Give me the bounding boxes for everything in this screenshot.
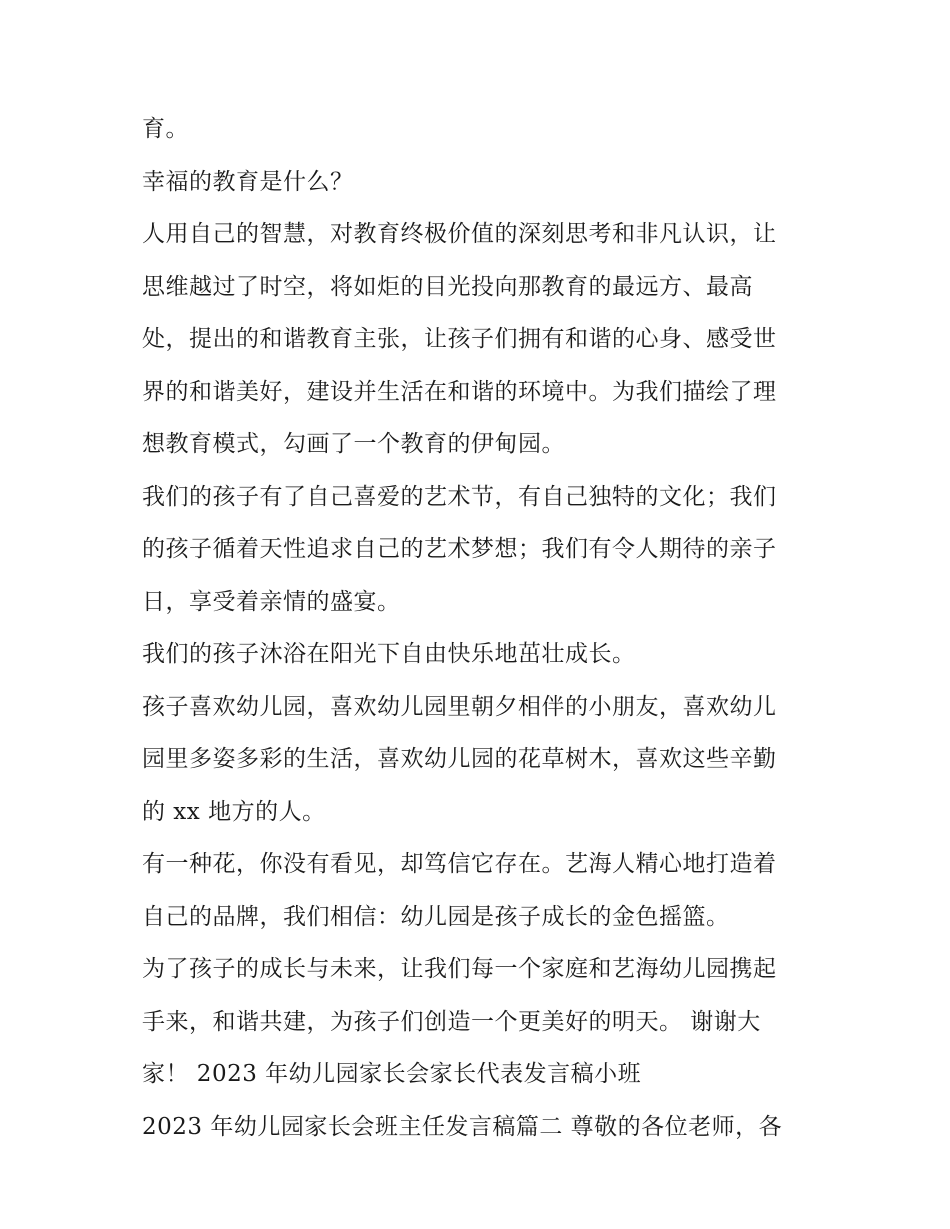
text-line: 有一种花，你没有看见，却笃信它存在。艺海人精心地打造着 bbox=[142, 851, 777, 877]
text-line: 的 xx 地方的人。 bbox=[142, 798, 326, 825]
text-line: 幸福的教育是什么？ bbox=[142, 168, 354, 195]
text-line: 为了孩子的成长与未来，让我们每一个家庭和艺海幼儿园携起 bbox=[142, 956, 777, 982]
text-line: 育。 bbox=[142, 116, 189, 142]
text-line: 想教育模式，勾画了一个教育的伊甸园。 bbox=[142, 431, 565, 457]
text-line: 的孩子循着天性追求自己的艺术梦想；我们有令人期待的亲子 bbox=[142, 536, 777, 562]
text-line: 2023 年幼儿园家长会班主任发言稿篇二 尊敬的各位老师，各 bbox=[142, 1113, 783, 1140]
text-line: 手来，和谐共建，为孩子们创造一个更美好的明天。 谢谢大 bbox=[142, 1008, 761, 1035]
text-line: 园里多姿多彩的生活，喜欢幼儿园的花草树木，喜欢这些辛勤 bbox=[142, 746, 777, 772]
text-line: 人用自己的智慧，对教育终极价值的深刻思考和非凡认识，让 bbox=[142, 221, 777, 247]
text-line: 我们的孩子沐浴在阳光下自由快乐地茁壮成长。 bbox=[142, 641, 636, 667]
document-body bbox=[142, 108, 814, 1158]
text-line: 日，享受着亲情的盛宴。 bbox=[142, 588, 401, 615]
text-line: 孩子喜欢幼儿园，喜欢幼儿园里朝夕相伴的小朋友，喜欢幼儿 bbox=[142, 693, 777, 720]
text-line: 我们的孩子有了自己喜爱的艺术节，有自己独特的文化；我们 bbox=[142, 483, 777, 510]
text-line: 思维越过了时空，将如炬的目光投向那教育的最远方、最高 bbox=[142, 273, 753, 300]
text-line: 自己的品牌，我们相信：幼儿园是孩子成长的金色摇篮。 bbox=[142, 903, 730, 930]
text-line: 家！ 2023 年幼儿园家长会家长代表发言稿小班 bbox=[142, 1061, 642, 1087]
text-line: 界的和谐美好，建设并生活在和谐的环境中。为我们描绘了理 bbox=[142, 378, 777, 405]
text-line: 处，提出的和谐教育主张，让孩子们拥有和谐的心身、感受世 bbox=[142, 326, 777, 352]
